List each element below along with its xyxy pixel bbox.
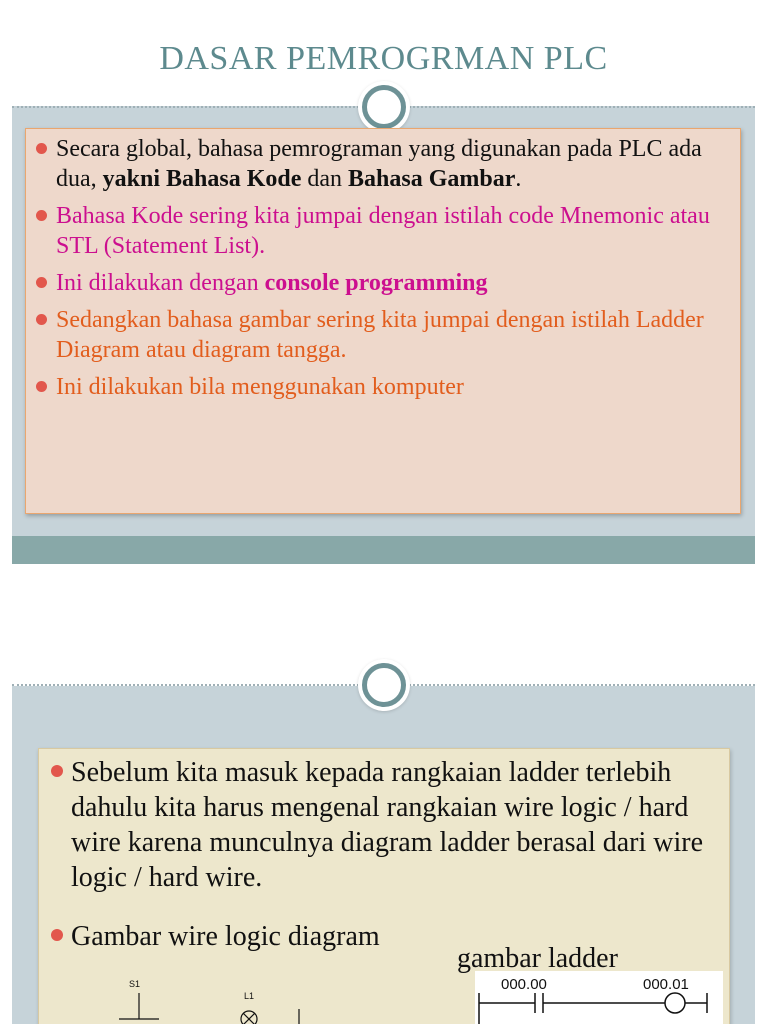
slide-2 (12, 590, 755, 1024)
content-box (25, 128, 741, 514)
slide-1 (12, 14, 755, 564)
bullet-item: Secara global, bahasa pemrograman yang digunakan pada PLC ada dua, yakni Bahasa Kode dan Bahasa Gambar. (26, 134, 740, 194)
lamp-label: L1 (244, 991, 255, 1001)
bottom-band (12, 536, 755, 564)
bullet-item: Ini dilakukan bila menggunakan komputer (26, 372, 740, 402)
ladder-label: gambar ladder (457, 943, 618, 974)
bullet-item: Bahasa Kode sering kita jumpai dengan istilah code Mnemonic atau STL (Statement List). (26, 201, 740, 261)
ladder-contact-address: 000.00 (501, 976, 547, 993)
bullet-item: Sebelum kita masuk kepada rangkaian ladder terlebih dahulu kita harus mengenal rangkaian wire logic / hard wire karena munculnya diagram ladder berasal dari wire logic / hard wire. (39, 755, 729, 895)
bullet-dot-icon (36, 210, 47, 221)
bullet-item: Sedangkan bahasa gambar sering kita jumpai dengan istilah Ladder Diagram atau diagram tangga. (26, 305, 740, 365)
coil-icon (665, 993, 685, 1013)
circle-ornament-icon (362, 663, 406, 707)
wire-logic-diagram (59, 979, 319, 1024)
bullet-dot-icon (36, 381, 47, 392)
bullet-dot-icon (51, 929, 63, 941)
bullet-dot-icon (36, 143, 47, 154)
slide-title: DASAR PEMROGRMAN PLC (159, 40, 608, 77)
bullet-dot-icon (36, 277, 47, 288)
bullet-dot-icon (51, 765, 63, 777)
bullet-item: Ini dilakukan dengan console programming (26, 268, 740, 298)
bullet-item: Gambar wire logic diagram (39, 919, 451, 954)
ladder-coil-address: 000.01 (643, 976, 689, 993)
bullet-dot-icon (36, 314, 47, 325)
circle-ornament-icon (362, 85, 406, 129)
switch-label: S1 (129, 979, 141, 989)
ladder-diagram (475, 971, 723, 1024)
content-box (38, 748, 730, 1024)
